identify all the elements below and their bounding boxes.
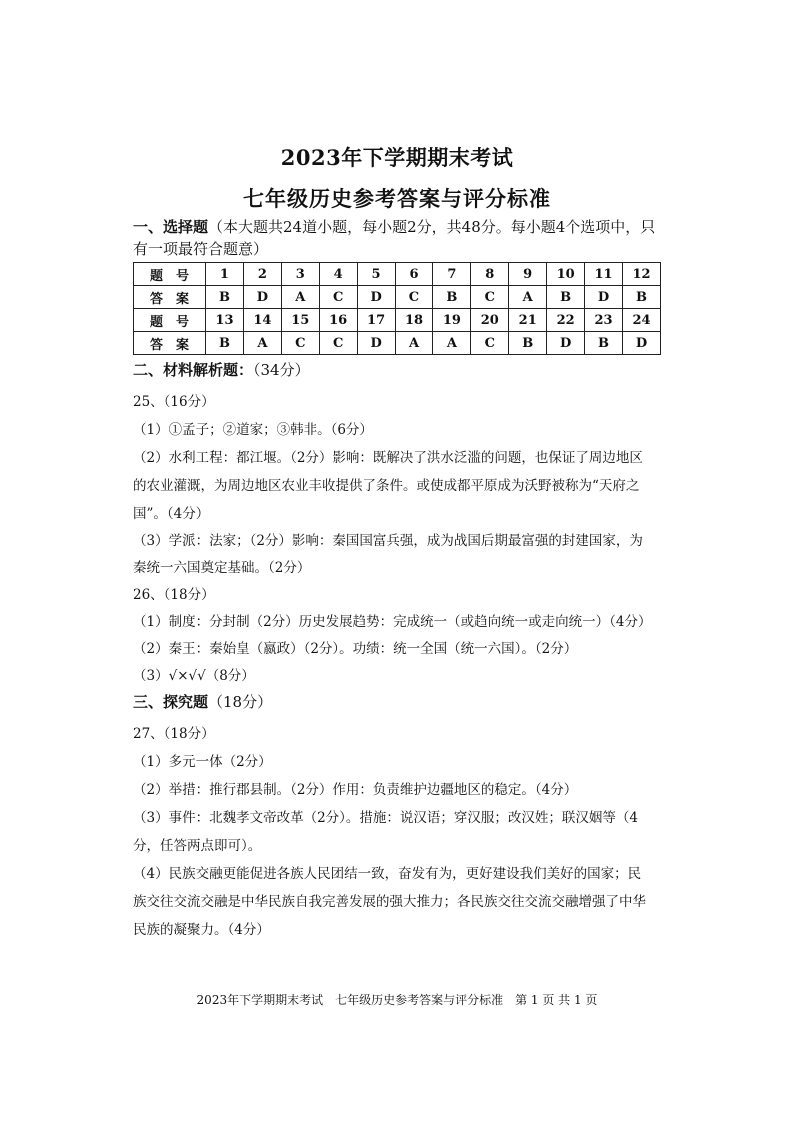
answer-cell: C bbox=[319, 332, 357, 355]
answer-cell: B bbox=[585, 332, 623, 355]
question-number-cell: 4 bbox=[319, 263, 357, 286]
answer-cell: C bbox=[471, 286, 509, 309]
question-number-cell: 6 bbox=[395, 263, 433, 286]
question-number-cell: 20 bbox=[471, 309, 509, 332]
q25-part2-line3: 国”。（4分） bbox=[133, 506, 210, 522]
question-number-cell: 14 bbox=[243, 309, 281, 332]
question-number-cell: 7 bbox=[433, 263, 471, 286]
q26-header: 26、（18分） bbox=[133, 587, 215, 603]
question-number-cell: 21 bbox=[509, 309, 547, 332]
answer-cell: D bbox=[622, 332, 660, 355]
row-label: 题 号 bbox=[134, 309, 206, 332]
q27-part4-line3: 民族的凝聚力。（4分） bbox=[133, 922, 270, 938]
answer-cell: C bbox=[471, 332, 509, 355]
answer-cell: B bbox=[206, 286, 244, 309]
question-number-cell: 12 bbox=[622, 263, 660, 286]
section1-heading bbox=[133, 216, 663, 260]
q27-part4-line1: （4）民族交融更能促进各族人民团结一致，奋发有为，更好建设我们美好的国家；民 bbox=[133, 866, 642, 882]
answer-cell: B bbox=[509, 332, 547, 355]
section2-score: （34分） bbox=[253, 361, 310, 379]
answer-cell: A bbox=[395, 332, 433, 355]
answer-row bbox=[134, 332, 661, 355]
answer-row bbox=[134, 286, 661, 309]
answer-cell: D bbox=[357, 332, 395, 355]
answer-cell: A bbox=[281, 286, 319, 309]
answer-cell: B bbox=[622, 286, 660, 309]
question-number-cell: 1 bbox=[206, 263, 244, 286]
row-label: 答 案 bbox=[134, 286, 206, 309]
answer-cell: C bbox=[281, 332, 319, 355]
question-number-cell: 5 bbox=[357, 263, 395, 286]
question-number-row bbox=[134, 263, 661, 286]
q25-part3-line2: 秦统一六国奠定基础。（2分） bbox=[133, 560, 311, 576]
q27-part2: （2）举措：推行郡县制。（2分）作用：负责维护边疆地区的稳定。（4分） bbox=[133, 782, 578, 798]
question-number-cell: 3 bbox=[281, 263, 319, 286]
section3-label: 三、探究题 bbox=[133, 693, 209, 711]
q27-part3-line1: （3）事件：北魏孝文帝改革（2分）。措施：说汉语；穿汉服；改汉姓；联汉姻等（4 bbox=[133, 810, 639, 826]
q26-part2: （2）秦王：秦始皇（嬴政）（2分）。功绩：统一全国（统一六国）。（2分） bbox=[133, 641, 578, 657]
q26-part3: （3）√×√√（8分） bbox=[133, 668, 255, 684]
question-number-cell: 9 bbox=[509, 263, 547, 286]
question-number-cell: 18 bbox=[395, 309, 433, 332]
section2-heading bbox=[133, 359, 310, 380]
q25-part3-line1: （3）学派：法家；（2分）影响：秦国国富兵强，成为战国后期最富强的封建国家，为 bbox=[133, 533, 643, 549]
q26-part1: （1）制度：分封制（2分）历史发展趋势：完成统一（或趋向统一或走向统一）（4分） bbox=[133, 614, 652, 630]
section1-description: （本大题共24道小题，每小题2分，共48分。每小题4个选项中，只有一项最符合题意） bbox=[133, 218, 656, 258]
question-number-cell: 17 bbox=[357, 309, 395, 332]
answer-cell: B bbox=[206, 332, 244, 355]
answer-cell: B bbox=[433, 286, 471, 309]
answer-cell: D bbox=[585, 286, 623, 309]
answer-cell: B bbox=[547, 286, 585, 309]
answer-cell: D bbox=[243, 286, 281, 309]
section3-score: （18分） bbox=[208, 693, 273, 711]
question-number-cell: 24 bbox=[622, 309, 660, 332]
q27-part3-line2: 分，任答两点即可）。 bbox=[133, 838, 262, 854]
question-number-cell: 15 bbox=[281, 309, 319, 332]
q25-part2-line2: 的农业灌溉，为周边地区农业丰收提供了条件。或使成都平原成为沃野被称为“天府之 bbox=[133, 478, 640, 494]
section2-label: 二、材料解析题： bbox=[133, 361, 254, 379]
question-number-cell: 8 bbox=[471, 263, 509, 286]
question-number-cell: 2 bbox=[243, 263, 281, 286]
question-number-cell: 22 bbox=[547, 309, 585, 332]
q25-header: 25、（16分） bbox=[133, 394, 215, 410]
question-number-cell: 23 bbox=[585, 309, 623, 332]
question-number-cell: 19 bbox=[433, 309, 471, 332]
question-number-cell: 16 bbox=[319, 309, 357, 332]
question-number-cell: 10 bbox=[547, 263, 585, 286]
q27-header: 27、（18分） bbox=[133, 726, 215, 742]
question-number-cell: 13 bbox=[206, 309, 244, 332]
answer-cell: C bbox=[319, 286, 357, 309]
answer-cell: D bbox=[357, 286, 395, 309]
answer-cell: A bbox=[433, 332, 471, 355]
q27-part1: （1）多元一体（2分） bbox=[133, 754, 272, 770]
row-label: 题 号 bbox=[134, 263, 206, 286]
answer-cell: D bbox=[547, 332, 585, 355]
answer-cell: C bbox=[395, 286, 433, 309]
question-number-cell: 11 bbox=[585, 263, 623, 286]
exam-title: 2023年下学期期末考试 bbox=[280, 145, 514, 170]
document-title: 七年级历史参考答案与评分标准 bbox=[243, 186, 551, 211]
answer-cell: A bbox=[509, 286, 547, 309]
question-number-row bbox=[134, 309, 661, 332]
page-footer: 2023年下学期期末考试 七年级历史参考答案与评分标准 第 1 页 共 1 页 bbox=[196, 993, 598, 1007]
q25-part2-line1: （2）水利工程：都江堰。（2分）影响：既解决了洪水泛滥的问题，也保证了周边地区 bbox=[133, 450, 643, 466]
q25-part1: （1）①孟子；②道家；③韩非。（6分） bbox=[133, 422, 373, 438]
section3-heading bbox=[133, 691, 272, 712]
row-label: 答 案 bbox=[134, 332, 206, 355]
section1-label: 一、选择题 bbox=[133, 218, 209, 236]
answer-cell: A bbox=[243, 332, 281, 355]
q27-part4-line2: 族交往交流交融是中华民族自我完善发展的强大推力；各民族交往交流交融增强了中华 bbox=[133, 894, 646, 910]
answer-table bbox=[133, 262, 661, 355]
